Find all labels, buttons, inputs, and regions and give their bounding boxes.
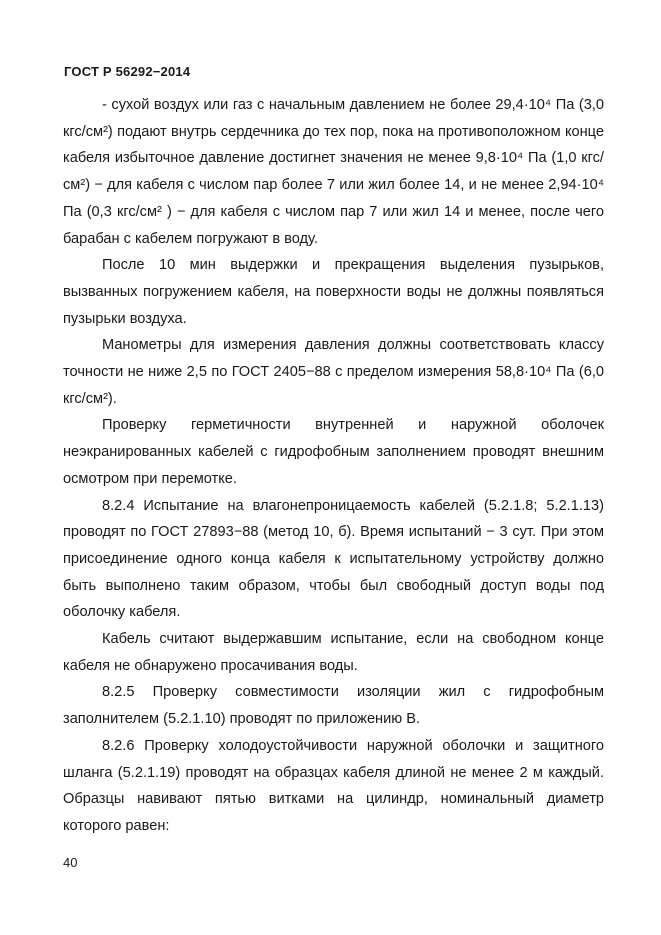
paragraph-8-2-4: 8.2.4 Испытание на влагонепроницаемость кабелей (5.2.1.8; 5.2.1.13) проводят по ГОСТ 27893−88 (метод 10, б). Время испытаний − 3 сут. При этом присоединение одного конца кабеля к испытательному устройству должно быть выполнено таким образом, чтобы был свободный доступ воды под оболочку кабеля.	[63, 497, 604, 621]
document-header: ГОСТ Р 56292−2014	[64, 64, 191, 79]
paragraph-dry-air-test: - сухой воздух или газ с начальным давлением не более 29,4·10⁴ Па (3,0 кгс/см²) подают внутрь сердечника до тех пор, пока на противоположном конце кабеля избыточное давление достигнет значения не менее 9,8·10⁴ Па (1,0 кгс/см²) − для кабеля с числом пар более 7 или жил более 14, и не менее 2,94·10⁴ Па (0,3 кгс/см² ) − для кабеля с числом пар 7 или жил 14 и менее, после чего барабан с кабелем погружают в воду.	[63, 97, 604, 247]
paragraph-manometers: Манометры для измерения давления должны соответствовать классу точности не ниже 2,5 по ГОСТ 2405−88 с пределом измерения 58,8·10⁴ Па (6,0 кгс/см²).	[63, 337, 604, 407]
paragraph-test-passed: Кабель считают выдержавшим испытание, если на свободном конце кабеля не обнаружено просачивания воды.	[63, 631, 604, 674]
paragraph-8-2-6: 8.2.6 Проверку холодоустойчивости наружной оболочки и защитного шланга (5.2.1.19) проводят на образцах кабеля длиной не менее 2 м каждый. Образцы навивают пятью витками на цилиндр, номинальный диаметр которого равен:	[63, 737, 604, 834]
paragraph-8-2-5: 8.2.5 Проверку совместимости изоляции жил с гидрофобным заполнителем (5.2.1.10) проводят по приложению В.	[63, 684, 604, 728]
paragraph-sheath-check: Проверку герметичности внутренней и наружной оболочек неэкранированных кабелей с гидрофобным заполнением проводят внешним осмотром при перемотке.	[63, 417, 604, 487]
document-body	[63, 92, 604, 840]
paragraph-holding-time: После 10 мин выдержки и прекращения выделения пузырьков, вызванных погружением кабеля, на поверхности воды не должны появляться пузырьки воздуха.	[63, 257, 604, 327]
page-number: 40	[63, 855, 78, 870]
